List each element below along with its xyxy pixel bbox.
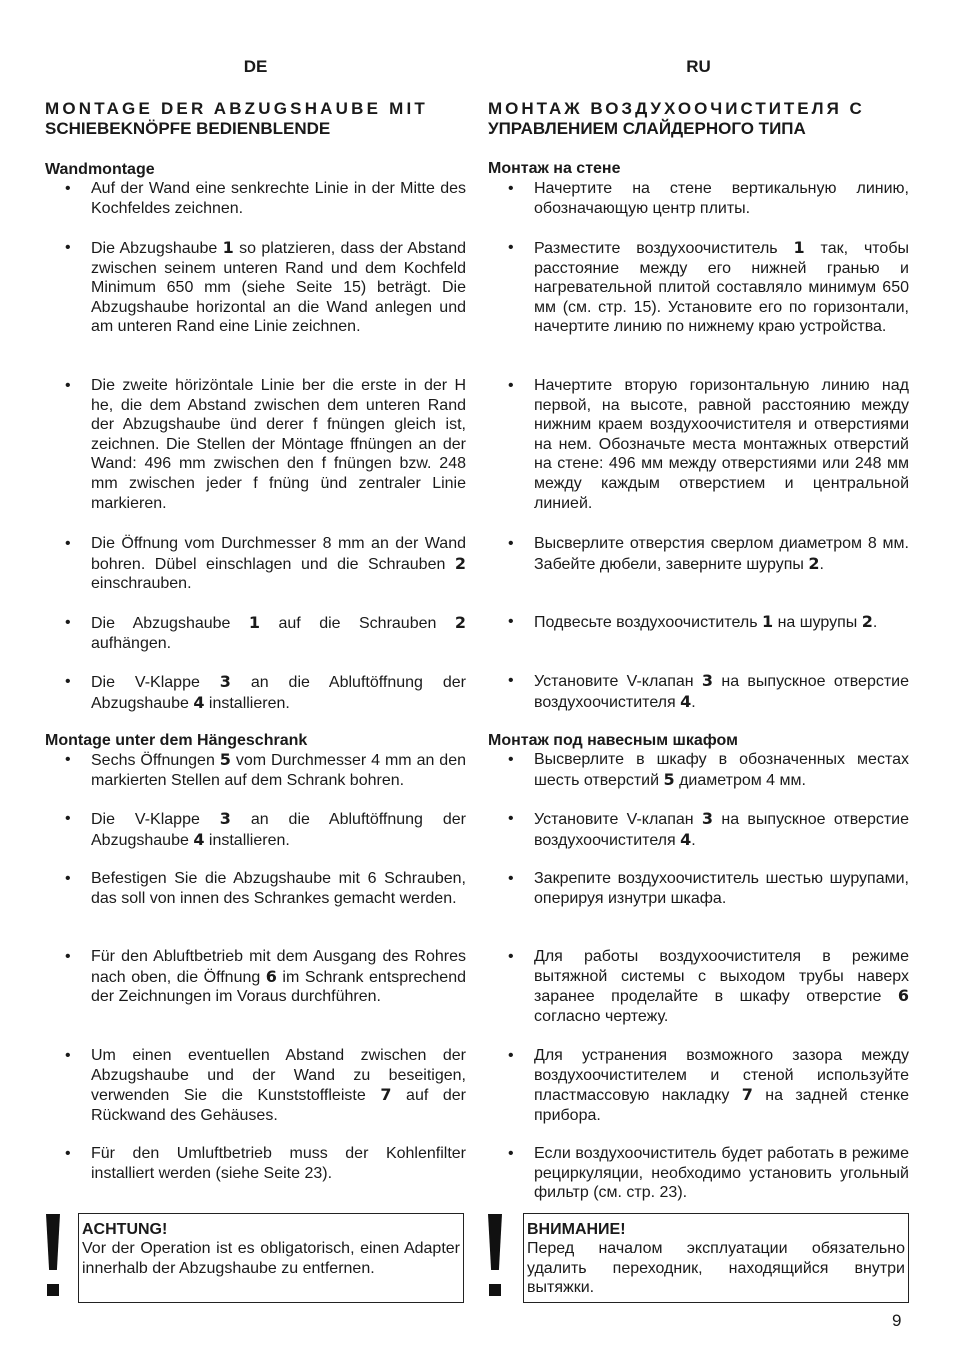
text-run: Если воздухоочиститель будет работать в режиме рециркуляции, необходимо установить угольный фильтр (см. стр. 23). <box>534 1145 909 1202</box>
part-number: 5 <box>219 750 231 769</box>
part-number: 1 <box>222 238 234 257</box>
warning-heading: ВНИМАНИЕ! <box>527 1221 626 1238</box>
title-line-1: MONTAGE DER ABZUGSHAUBE MIT <box>45 99 428 118</box>
list-item <box>488 869 909 908</box>
text-run: Подвесьте воздухоочиститель <box>534 614 762 631</box>
bullet-icon: • <box>65 614 71 631</box>
part-number: 4 <box>193 829 205 849</box>
warning-heading: ACHTUNG! <box>82 1221 168 1238</box>
section-title <box>488 99 909 139</box>
bullet-icon: • <box>65 535 71 552</box>
warning-exclamation-icon <box>46 1214 60 1296</box>
part-number: 4 <box>680 691 692 711</box>
list-item-text <box>91 534 466 594</box>
title-line-2: SCHIEBEKNÖPFE BEDIENBLENDE <box>45 119 331 138</box>
list-item-text <box>534 179 909 218</box>
bullet-icon: • <box>508 613 514 630</box>
part-number: 7 <box>741 1085 753 1105</box>
part-number: 2 <box>454 553 466 573</box>
list-item <box>45 809 466 850</box>
list-item <box>45 947 466 1007</box>
title-line-1: МОНТАЖ ВОЗДУХООЧИСТИТЕЛЯ С <box>488 99 865 118</box>
page-number: 9 <box>892 1311 902 1330</box>
bullet-icon: • <box>65 810 71 827</box>
list-item-text <box>91 1046 466 1125</box>
list-item-text <box>534 750 909 790</box>
list-item-text <box>91 613 466 653</box>
text-run: на выпускное отверстие воздухоочистителя <box>534 811 910 849</box>
list-item-text <box>534 809 909 850</box>
language-heading: RU <box>686 57 711 76</box>
warning-text: Vor der Operation ist es obligatorisch, einen Adapter innerhalb der Abzugshaube zu entfernen. <box>82 1240 460 1277</box>
title-line-2: УПРАВЛЕНИЕМ СЛАЙДЕРНОГО ТИПА <box>488 119 806 138</box>
warning-exclamation-icon <box>488 1214 502 1296</box>
list-item <box>45 1144 466 1183</box>
list-item-text <box>91 869 466 908</box>
part-number: 3 <box>701 671 714 690</box>
list-item <box>488 612 909 633</box>
text-run: Начертите на стене вертикальную линию, обозначающую центр плиты. <box>534 180 909 217</box>
warning-box <box>78 1213 464 1303</box>
list-item-text <box>534 671 909 712</box>
list-item-text <box>534 947 909 1026</box>
text-run: auf der Rückwand des Gehäuses. <box>91 1087 466 1124</box>
list-item-text <box>534 238 909 337</box>
bullet-icon: • <box>65 1145 71 1162</box>
bullet-icon: • <box>508 672 514 689</box>
text-run: Высверлите отверстия сверлом диаметром 8 мм. Забейте дюбели, заверните шурупы <box>534 535 909 573</box>
list-item-text <box>534 376 909 513</box>
part-number: 2 <box>808 553 820 573</box>
list-item-text <box>91 809 466 850</box>
bullet-icon: • <box>65 870 71 887</box>
part-number: 3 <box>219 672 231 691</box>
text-run: Закрепите воздухоочиститель шестью шурупами, оперируя изнутри шкафа. <box>534 870 909 907</box>
text-run: aufhängen. <box>91 634 172 652</box>
bullet-icon: • <box>65 239 71 256</box>
text-run: . <box>819 555 824 573</box>
list-item-text <box>91 179 466 218</box>
list-item <box>45 613 466 653</box>
part-number: 3 <box>701 809 714 828</box>
subheading-cabinet-mount: Монтаж под навесным шкафом <box>488 732 738 749</box>
warning-box <box>523 1213 909 1303</box>
text-run: . <box>691 831 696 849</box>
list-item <box>45 869 466 908</box>
subheading-wall-mount: Wandmontage <box>45 161 155 178</box>
text-run: на шурупы <box>773 614 862 631</box>
text-run: Sechs Öffnungen <box>91 752 220 769</box>
bullet-icon: • <box>508 870 514 887</box>
part-number: 3 <box>219 809 231 828</box>
text-run: an die Abluftöffnung der Abzugshaube <box>91 811 466 849</box>
part-number: 6 <box>265 966 277 986</box>
text-run: Установите V-клапан <box>534 673 702 690</box>
text-run: Die V-Klappe <box>91 811 220 828</box>
section-title <box>45 99 466 139</box>
text-run: согласно чертежу. <box>534 1007 669 1025</box>
text-run: Die Abzugshaube <box>91 240 223 257</box>
list-item-text <box>91 238 466 337</box>
list-item <box>45 750 466 790</box>
text-run: Для работы воздухоочистителя в режиме вытяжной системы с выходом трубы наверх заранее проделайте в шкафу отверстие <box>534 948 909 1006</box>
text-run: Die Abzugshaube <box>91 615 249 632</box>
text-run: Начертите вторую горизонтальную линию над первой, на высоте, равной расстоянию между нижним краем воздухоочистителя и отверстиями на нем. Обозначьте места монтажных отверстий на стене: 496 мм между отверстиями или 248 мм между каждым отверстием и центральной линией. <box>534 377 909 512</box>
subheading-wall-mount: Монтаж на стене <box>488 160 621 177</box>
list-item <box>488 1144 909 1203</box>
text-run: Die zweite hörizöntale Linie ber die erste in der H he, die dem Abstand zwischen dem unteren Rand der Abzugshaube ünd derer f fnüngen gleich ist, zeichnen. Die Stellen der Möntage ffnüngen an der Wand: 496 mm zwischen den f fnüngen bzw. 248 mm zwischen jeder f fnüng ünd zentraler Linie markieren. <box>91 377 466 512</box>
text-run: im Schrank entsprechend der Zeichnungen im Voraus durchführen. <box>91 968 466 1006</box>
bullet-icon: • <box>508 239 514 256</box>
list-item <box>488 179 909 218</box>
text-run: Für den Abluftbetrieb mit dem Ausgang des Rohres nach oben, die Öffnung <box>91 948 466 986</box>
list-item <box>488 947 909 1026</box>
text-run: vom Durchmesser 4 mm an den markierten Stellen auf dem Schrank bohren. <box>91 752 467 789</box>
list-item-text <box>91 672 466 713</box>
text-run: Для устранения возможного зазора между воздухоочистителем и стеной используйте пластмассовую накладку <box>534 1047 909 1105</box>
list-item <box>45 672 466 713</box>
text-run: auf die Schrauben <box>260 615 455 632</box>
language-heading: DE <box>243 57 268 76</box>
bullet-icon: • <box>65 377 71 394</box>
text-run: . <box>872 614 878 631</box>
text-run: an die Abluftöffnung der Abzugshaube <box>91 674 466 712</box>
text-run: so platzieren, dass der Abstand zwischen seinem unteren Rand und dem Kochfeld Minimum 650 mm (siehe Seite 15) beträgt. Die Abzugshaube horizontal an die Wand anlegen und am unteren Rand eine Linie zeichnen. <box>91 240 466 336</box>
subheading-cabinet-mount: Montage unter dem Hängeschrank <box>45 732 308 749</box>
list-item <box>488 1046 909 1125</box>
bullet-icon: • <box>508 810 514 827</box>
text-run: Um einen eventuellen Abstand zwischen der Abzugshaube und der Wand zu beseitigen, verwenden Sie die Kunststoffleiste <box>91 1047 466 1105</box>
bullet-icon: • <box>508 751 514 768</box>
part-number: 6 <box>897 986 909 1006</box>
list-item-text <box>534 1046 909 1125</box>
text-run: einschrauben. <box>91 575 192 593</box>
bullet-icon: • <box>508 535 514 552</box>
text-run: Высверлите в шкафу в обозначенных местах шесть отверстий <box>534 751 909 789</box>
text-run: Befestigen Sie die Abzugshaube mit 6 Schrauben, das soll von innen des Schrankes gemacht werden. <box>91 870 466 907</box>
list-item-text <box>534 612 909 633</box>
text-run: installieren. <box>204 831 290 849</box>
bullet-icon: • <box>508 1145 514 1162</box>
part-number: 4 <box>193 692 205 712</box>
bullet-icon: • <box>508 948 514 965</box>
list-item-text <box>534 1144 909 1203</box>
part-number: 1 <box>761 612 774 631</box>
text-run: . <box>691 693 696 711</box>
text-run: Die Öffnung vom Durchmesser 8 mm an der Wand bohren. Dübel einschlagen und die Schrauben <box>91 535 466 573</box>
bullet-icon: • <box>508 377 514 394</box>
part-number: 1 <box>793 238 805 257</box>
list-item-text <box>534 534 909 574</box>
list-item <box>488 376 909 513</box>
text-run: так, чтобы расстояние между его нижней гранью и нагревательной плитой составляло минимум 650 мм (см. стр. 15). Установите его по горизонтали, начертите линию по нижнему краю устройства. <box>534 240 909 336</box>
part-number: 1 <box>248 613 261 632</box>
bullet-icon: • <box>65 673 71 690</box>
list-item <box>45 534 466 594</box>
list-item <box>45 376 466 513</box>
bullet-icon: • <box>508 180 514 197</box>
bullet-icon: • <box>508 1047 514 1064</box>
text-run: на выпускное отверстие воздухоочистителя <box>534 673 910 711</box>
list-item <box>488 238 909 337</box>
list-item-text <box>91 1144 466 1183</box>
part-number: 4 <box>680 829 692 849</box>
list-item <box>488 809 909 850</box>
list-item <box>45 179 466 218</box>
text-run: Die V-Klappe <box>91 674 220 691</box>
bullet-icon: • <box>65 948 71 965</box>
list-item <box>488 750 909 790</box>
part-number: 7 <box>380 1085 392 1105</box>
text-run: Für den Umluftbetrieb muss der Kohlenfilter installiert werden (siehe Seite 23). <box>91 1145 466 1182</box>
bullet-icon: • <box>65 180 71 197</box>
text-run: диаметром 4 мм. <box>674 771 806 789</box>
list-item-text <box>91 750 466 790</box>
warning-text: Перед началом эксплуатации обязательно удалить переходник, находящийся внутри вытяжки. <box>527 1240 905 1297</box>
list-item <box>488 671 909 712</box>
list-item-text <box>534 869 909 908</box>
bullet-icon: • <box>65 1047 71 1064</box>
list-item-text <box>91 376 466 513</box>
bullet-icon: • <box>65 751 71 768</box>
list-item <box>45 1046 466 1125</box>
text-run: Auf der Wand eine senkrechte Linie in der Mitte des Kochfeldes zeichnen. <box>91 180 466 217</box>
list-item <box>488 534 909 574</box>
part-number: 2 <box>454 613 467 632</box>
text-run: Разместите воздухоочиститель <box>534 240 794 257</box>
text-run: на задней стенке прибора. <box>534 1087 909 1124</box>
list-item-text <box>91 947 466 1007</box>
part-number: 5 <box>663 769 675 789</box>
text-run: Установите V-клапан <box>534 811 702 828</box>
text-run: installieren. <box>204 694 290 712</box>
part-number: 2 <box>861 612 873 631</box>
list-item <box>45 238 466 337</box>
